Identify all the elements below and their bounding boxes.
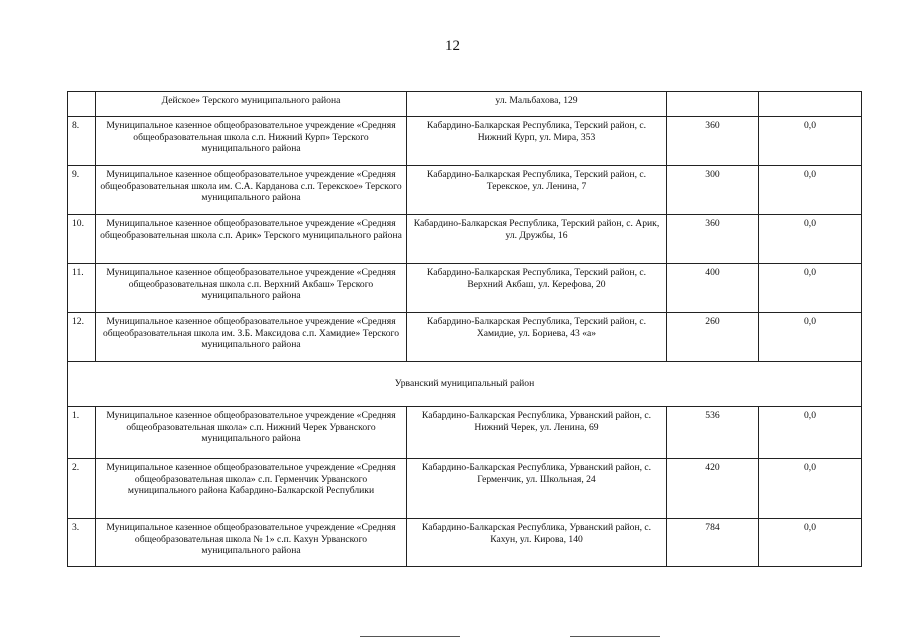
value-cell: 0,0 <box>759 264 862 313</box>
school-address-cell: Кабардино-Балкарская Республика, Терский район, с. Хамидие, ул. Бориева, 43 «а» <box>407 313 667 362</box>
school-address-cell: Кабардино-Балкарская Республика, Урванский район, с. Нижний Черек, ул. Ленина, 69 <box>407 407 667 459</box>
school-address-cell: Кабардино-Балкарская Республика, Урванский район, с. Кахун, ул. Кирова, 140 <box>407 519 667 567</box>
school-row <box>68 215 862 264</box>
school-name-cell: Муниципальное казенное общеобразовательное учреждение «Средняя общеобразовательная школа им. С.А. Карданова с.п. Терекское» Терского муниципального района <box>96 166 407 215</box>
row-number-cell: 3. <box>68 519 96 567</box>
row-number-cell: 9. <box>68 166 96 215</box>
school-address-cell: Кабардино-Балкарская Республика, Урванский район, с. Герменчик, ул. Школьная, 24 <box>407 459 667 519</box>
value-cell <box>759 92 862 117</box>
value-cell: 0,0 <box>759 459 862 519</box>
school-address-cell: Кабардино-Балкарская Республика, Терский район, с. Терекское, ул. Ленина, 7 <box>407 166 667 215</box>
school-row <box>68 459 862 519</box>
value-cell: 0,0 <box>759 215 862 264</box>
row-number-cell: 10. <box>68 215 96 264</box>
capacity-cell <box>667 92 759 117</box>
value-cell: 0,0 <box>759 313 862 362</box>
school-row <box>68 407 862 459</box>
school-address-cell: ул. Мальбахова, 129 <box>407 92 667 117</box>
section-row <box>68 362 862 407</box>
school-name-cell: Дейское» Терского муниципального района <box>96 92 407 117</box>
page-number: 12 <box>445 38 460 54</box>
school-name-cell: Муниципальное казенное общеобразовательное учреждение «Средняя общеобразовательная школа № 1» с.п. Кахун Урванского муниципального района <box>96 519 407 567</box>
school-name-cell: Муниципальное казенное общеобразовательное учреждение «Средняя общеобразовательная школа» с.п. Герменчик Урванского муниципального района Кабардино-Балкарской Республики <box>96 459 407 519</box>
school-name-cell: Муниципальное казенное общеобразовательное учреждение «Средняя общеобразовательная школа с.п. Арик» Терского муниципального района <box>96 215 407 264</box>
row-number-cell: 8. <box>68 117 96 166</box>
capacity-cell: 420 <box>667 459 759 519</box>
capacity-cell: 784 <box>667 519 759 567</box>
school-name-cell: Муниципальное казенное общеобразовательное учреждение «Средняя общеобразовательная школа с.п. Верхний Акбаш» Терского муниципального района <box>96 264 407 313</box>
school-address-cell: Кабардино-Балкарская Республика, Терский район, с. Арик, ул. Дружбы, 16 <box>407 215 667 264</box>
section-title-cell: Урванский муниципальный район <box>68 362 862 407</box>
bottom-edge-line <box>360 636 460 637</box>
bottom-edge-line <box>570 636 660 637</box>
schools-table <box>67 91 862 567</box>
schools-table-body <box>68 92 862 567</box>
row-number-cell: 2. <box>68 459 96 519</box>
continuation-row <box>68 92 862 117</box>
capacity-cell: 536 <box>667 407 759 459</box>
capacity-cell: 360 <box>667 215 759 264</box>
school-name-cell: Муниципальное казенное общеобразовательное учреждение «Средняя общеобразовательная школа с.п. Нижний Курп» Терского муниципального района <box>96 117 407 166</box>
school-name-cell: Муниципальное казенное общеобразовательное учреждение «Средняя общеобразовательная школа им. З.Б. Максидова с.п. Хамидие» Терского муниципального района <box>96 313 407 362</box>
capacity-cell: 260 <box>667 313 759 362</box>
school-row <box>68 264 862 313</box>
school-row <box>68 166 862 215</box>
school-row <box>68 519 862 567</box>
school-row <box>68 117 862 166</box>
value-cell: 0,0 <box>759 166 862 215</box>
value-cell: 0,0 <box>759 117 862 166</box>
school-row <box>68 313 862 362</box>
row-number-cell <box>68 92 96 117</box>
row-number-cell: 11. <box>68 264 96 313</box>
value-cell: 0,0 <box>759 519 862 567</box>
capacity-cell: 400 <box>667 264 759 313</box>
school-address-cell: Кабардино-Балкарская Республика, Терский район, с. Верхний Акбаш, ул. Керефова, 20 <box>407 264 667 313</box>
value-cell: 0,0 <box>759 407 862 459</box>
row-number-cell: 1. <box>68 407 96 459</box>
capacity-cell: 360 <box>667 117 759 166</box>
capacity-cell: 300 <box>667 166 759 215</box>
school-name-cell: Муниципальное казенное общеобразовательное учреждение «Средняя общеобразовательная школа» с.п. Нижний Черек Урванского муниципального района <box>96 407 407 459</box>
row-number-cell: 12. <box>68 313 96 362</box>
school-address-cell: Кабардино-Балкарская Республика, Терский район, с. Нижний Курп, ул. Мира, 353 <box>407 117 667 166</box>
